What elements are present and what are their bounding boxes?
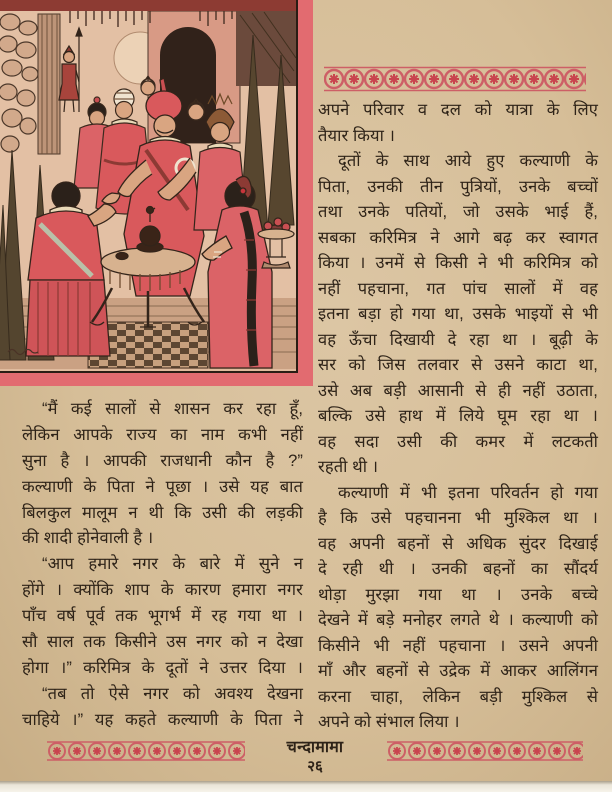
text-line: लेकिन आपके राज्य का नाम कभी नहीं xyxy=(22,425,303,444)
text-line: किसीने भी नहीं पहचाना । उसने अपनी xyxy=(318,636,598,655)
text-line: सर को जिस तलवार से उसने काटा था, xyxy=(318,356,598,374)
text-line: अपने को संभाल लिया । xyxy=(318,713,460,731)
scan-edge xyxy=(0,781,612,792)
chain-ornament-icon xyxy=(324,66,586,92)
text-line: तैयार किया । xyxy=(318,126,396,145)
text-line: किया । उनमें से किसी ने भी करिमित्र को xyxy=(318,254,598,272)
text-line: नहीं पहचाना, गत पांच सालों में वह xyxy=(318,279,598,298)
text-line: अपने परिवार व दल को यात्रा के लिए xyxy=(318,101,598,119)
chain-ornament-icon xyxy=(387,741,583,761)
text-line: उसे अब बड़ी आसानी से ही नहीं उठाता, xyxy=(318,381,598,400)
text-line: होंगे । क्योंकि शाप के कारण हमारा नगर xyxy=(22,581,303,600)
left-text-column xyxy=(22,397,303,734)
text-line: है कि उसे पहचानना भी मुश्किल था । xyxy=(318,509,598,527)
text-line: सौ साल तक किसीने उस नगर को न देखा xyxy=(22,633,303,652)
text-line: दे रही थी । उनकी बहनों का सौंदर्य xyxy=(318,560,598,578)
text-line: सुना है । आपकी राजधानी कौन है ?” xyxy=(22,451,303,470)
text-line: “तब तो ऐसे नगर को अवश्य देखना xyxy=(42,684,303,703)
text-line: “आप हमारे नगर के बारे में सुने न xyxy=(42,555,303,574)
text-line: इतना बड़ा हो गया था, उसके भाइयों से भी xyxy=(318,305,598,323)
text-line: देखने में बड़े मनोहर लगते थे । कल्याणी को xyxy=(318,611,598,629)
text-line: वह अपनी बहनों से अधिक सुंदर दिखाई xyxy=(318,534,598,553)
text-line: कल्याणी के पिता ने पूछा । उसे यह बात xyxy=(22,477,303,496)
text-line: तथा उनके पतियों, जो उसके भाई हैं, xyxy=(318,203,598,221)
story-illustration xyxy=(0,0,298,373)
page-number: २६ xyxy=(307,758,323,775)
illustration-frame xyxy=(0,0,313,386)
masthead-title: चन्दामामा xyxy=(286,739,344,756)
text-line: बिलकुल मालूम न थी कि उसी की लड़की xyxy=(22,503,303,522)
text-line: पिता, उनकी तीन पुत्रियों, उनके बच्चों xyxy=(318,177,598,196)
text-line: वह ऊँचा दिखायी दे रहा था । बूढ़ी के xyxy=(318,330,598,349)
text-line: होगा ।” करिमित्र के दूतों ने उत्तर दिया । xyxy=(22,658,303,677)
text-line: बल्कि उसे हाथ में लिये घूम रहा था । xyxy=(318,407,598,425)
text-line: वह सदा उसी की कमर में लटकती xyxy=(318,432,598,451)
text-line: रहती थी । xyxy=(318,458,379,476)
text-line: पाँच वर्ष पूर्व तक भूगर्भ में रह गया था । xyxy=(22,607,303,626)
text-line: चाहिये ।” यह कहते कल्याणी के पिता ने xyxy=(22,710,303,729)
text-line: “मैं कई सालों से शासन कर रहा हूँ, xyxy=(42,400,303,418)
text-line: थोड़ा मुरझा गया था । उनके बच्चे xyxy=(318,585,598,604)
text-line: कल्याणी में भी इतना परिवर्तन हो गया xyxy=(338,483,598,502)
text-line: माँ और बहनों से उद्रेक में आकर आलिंगन xyxy=(318,662,598,680)
text-line: दूतों के साथ आये हुए कल्याणी के xyxy=(338,152,598,170)
top-band xyxy=(0,0,296,11)
text-line: करना चाहा, लेकिन बड़ी मुश्किल से xyxy=(318,687,598,706)
right-text-column xyxy=(318,98,598,736)
text-line: की शादी होनेवाली है । xyxy=(22,529,154,548)
text-line: सबका करिमित्र ने आगे बढ़ कर स्वागत xyxy=(318,228,598,247)
chain-ornament-icon xyxy=(47,741,245,761)
